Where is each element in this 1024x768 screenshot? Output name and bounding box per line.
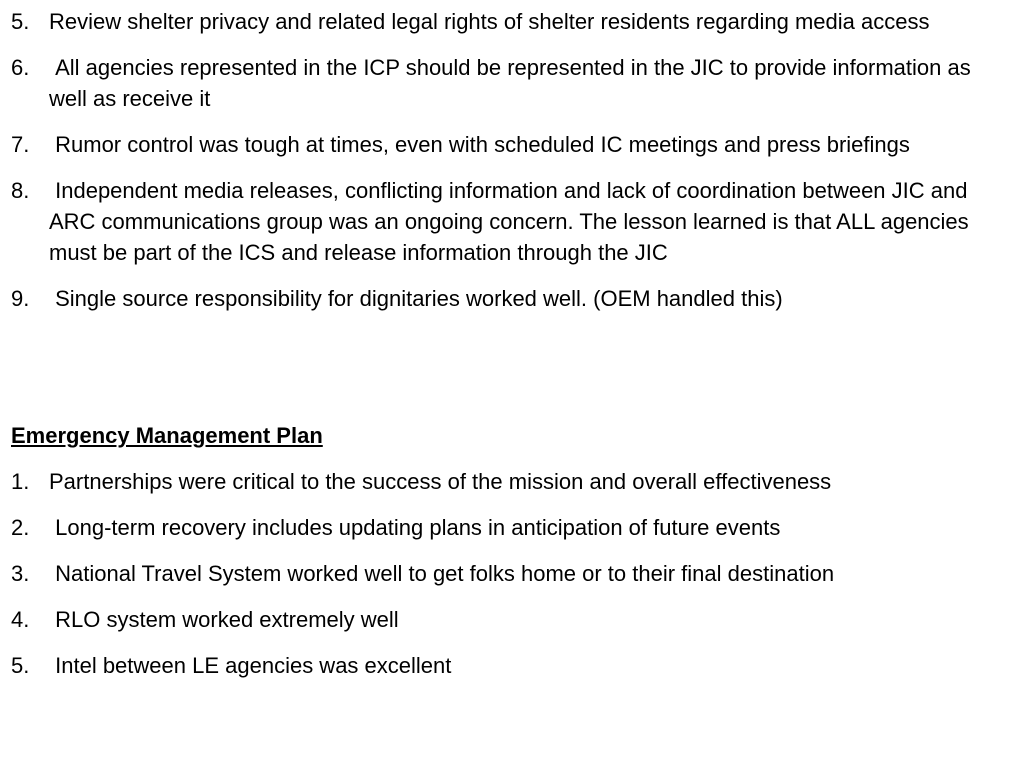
- item-number: 2.: [11, 515, 30, 540]
- item-number: 4.: [11, 607, 30, 632]
- list-item: [11, 129, 1011, 160]
- item-number: 5.: [11, 653, 30, 678]
- list-item: [11, 52, 1011, 114]
- item-number: 3.: [11, 561, 30, 586]
- lessons-list-communications: [11, 6, 1011, 329]
- item-text: Partnerships were critical to the success of the mission and overall effectiveness: [49, 469, 832, 494]
- list-item: [11, 283, 1011, 314]
- section-heading: Emergency Management Plan: [11, 423, 323, 448]
- item-number: 5.: [11, 9, 30, 34]
- item-number: 9.: [11, 286, 30, 311]
- item-number: 7.: [11, 132, 30, 157]
- item-number: 8.: [11, 178, 30, 203]
- item-text: RLO system worked extremely well: [49, 607, 399, 632]
- list-item: [11, 650, 1011, 681]
- list-item: [11, 466, 1011, 497]
- list-item: [11, 175, 1011, 268]
- item-text: Long-term recovery includes updating plans in anticipation of future events: [49, 515, 781, 540]
- item-text: National Travel System worked well to get folks home or to their final destination: [49, 561, 835, 586]
- list-item: [11, 6, 1011, 37]
- list-item: [11, 558, 1011, 589]
- item-text: Single source responsibility for dignitaries worked well. (OEM handled this): [49, 286, 783, 311]
- lessons-list-emergency-management: [11, 466, 1011, 696]
- item-number: 6.: [11, 55, 30, 80]
- item-text: Rumor control was tough at times, even with scheduled IC meetings and press briefings: [49, 132, 910, 157]
- item-text: All agencies represented in the ICP should be represented in the JIC to provide information as well as receive it: [49, 55, 977, 111]
- item-text: Review shelter privacy and related legal rights of shelter residents regarding media access: [49, 9, 930, 34]
- item-number: 1.: [11, 469, 30, 494]
- item-text: Intel between LE agencies was excellent: [49, 653, 452, 678]
- item-text: Independent media releases, conflicting information and lack of coordination between JIC and ARC communications group was an ongoing concern. The lesson learned is that ALL agencies must be part of the ICS and release information through the JIC: [49, 178, 975, 265]
- list-item: [11, 604, 1011, 635]
- list-item: [11, 512, 1011, 543]
